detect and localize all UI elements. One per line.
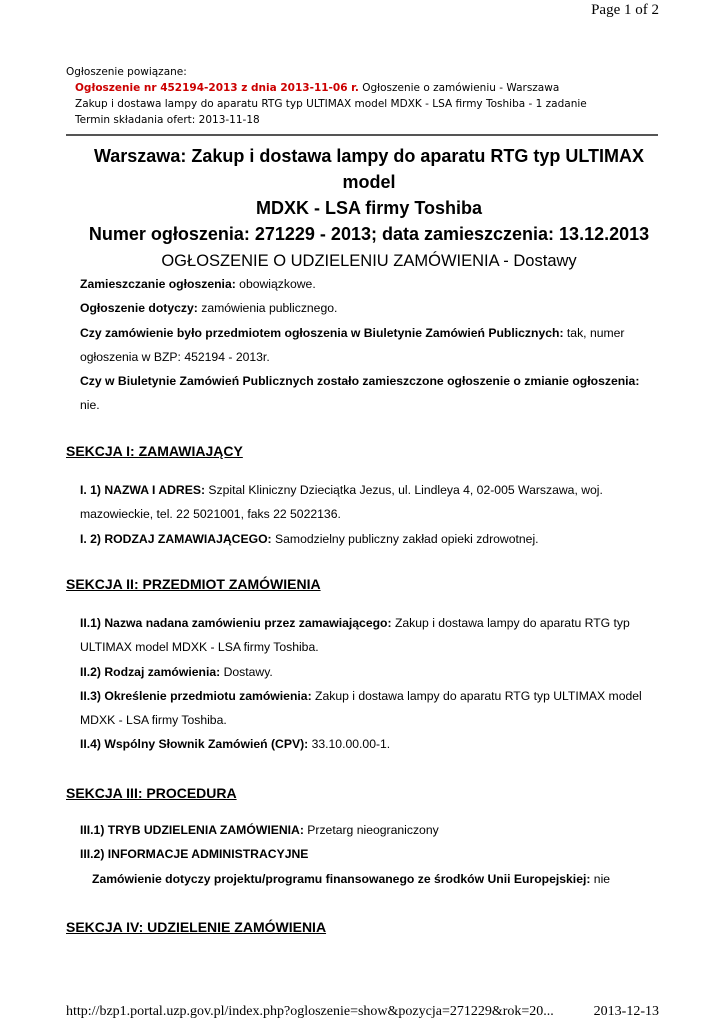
field-value: Szpital Kliniczny Dzieciątka Jezus, ul. Lindleya 4, 02-005 Warszawa, woj. xyxy=(205,483,603,497)
intro-field-3-cont: ogłoszenia w BZP: 452194 - 2013r. xyxy=(80,349,270,364)
horizontal-divider xyxy=(66,134,658,136)
intro-field-3 xyxy=(80,321,660,345)
title-line-2: MDXK - LSA firmy Toshiba xyxy=(255,198,482,218)
intro-field-4 xyxy=(80,369,660,393)
s2-field-3 xyxy=(80,684,660,708)
field-label: Czy w Biuletynie Zamówień Publicznych zostało zamieszczone ogłoszenie o zmianie ogłoszenia: xyxy=(80,374,640,389)
field-value: Dostawy. xyxy=(220,664,273,679)
s1-field-1 xyxy=(80,478,660,502)
s3-field-3 xyxy=(80,867,660,891)
field-value: Zakup i dostawa lampy do aparatu RTG typ ULTIMAX model xyxy=(311,688,642,703)
s2-field-4 xyxy=(80,732,660,756)
section-3-heading: SEKCJA III: PROCEDURA xyxy=(66,785,237,801)
s2-field-1-cont: ULTIMAX model MDXK - LSA firmy Toshiba. xyxy=(80,640,319,655)
related-heading: Ogłoszenie powiązane: xyxy=(66,66,187,78)
intro-field-1 xyxy=(80,272,660,296)
field-label: II.2) Rodzaj zamówienia: xyxy=(80,664,221,679)
notice-title xyxy=(66,143,672,274)
section-3-fields xyxy=(80,818,660,891)
related-link-suffix: Ogłoszenie o zamówieniu - Warszawa xyxy=(358,82,560,94)
field-value: 33.10.00.00-1. xyxy=(308,737,391,752)
s2-field-3-cont: MDXK - LSA firmy Toshiba. xyxy=(80,713,227,728)
s2-field-2 xyxy=(80,660,660,684)
s3-field-2 xyxy=(80,842,660,866)
field-label: Czy zamówienie było przedmiotem ogłoszenia w Biuletynie Zamówień Publicznych: xyxy=(80,325,564,340)
related-line-3: Termin składania ofert: 2013-11-18 xyxy=(75,114,260,126)
field-value: Samodzielny publiczny zakład opieki zdrowotnej. xyxy=(271,531,539,546)
related-notice xyxy=(66,64,660,128)
field-value: Zakup i dostawa lampy do aparatu RTG typ xyxy=(391,616,630,630)
field-value: Przetarg nieograniczony xyxy=(303,823,439,837)
s3-field-1 xyxy=(80,818,660,842)
field-label: I. 1) NAZWA I ADRES: xyxy=(80,483,206,497)
field-label: III.1) TRYB UDZIELENIA ZAMÓWIENIA: xyxy=(80,823,304,837)
field-value: obowiązkowe. xyxy=(235,277,316,291)
title-notice-type: OGŁOSZENIE O UDZIELENIU ZAMÓWIENIA - Dostawy xyxy=(161,252,577,270)
section-4-heading: SEKCJA IV: UDZIELENIE ZAMÓWIENIA xyxy=(66,919,327,935)
s2-field-1 xyxy=(80,611,660,635)
footer-url: http://bzp1.portal.uzp.gov.pl/index.php?ogloszenie=show&pozycja=271229&rok=20... xyxy=(66,1004,554,1019)
page-number: Page 1 of 2 xyxy=(591,2,659,18)
related-line-1 xyxy=(66,80,660,96)
field-label: II.4) Wspólny Słownik Zamówień (CPV): xyxy=(80,737,309,752)
field-value: tak, numer xyxy=(563,325,625,340)
footer-date: 2013-12-13 xyxy=(593,1004,659,1019)
field-label: Ogłoszenie dotyczy: xyxy=(80,301,198,316)
s1-field-2 xyxy=(80,527,660,551)
section-1-heading: SEKCJA I: ZAMAWIAJĄCY xyxy=(66,443,243,459)
field-label: III.2) INFORMACJE ADMINISTRACYJNE xyxy=(80,847,309,862)
related-line-2: Zakup i dostawa lampy do aparatu RTG typ ULTIMAX model MDXK - LSA firmy Toshiba - 1 zadanie xyxy=(75,98,587,110)
title-line-1: Warszawa: Zakup i dostawa lampy do aparatu RTG typ ULTIMAX model xyxy=(93,146,645,192)
section-2-fields xyxy=(80,611,660,757)
intro-field-4-value: nie. xyxy=(80,398,100,413)
field-label: I. 2) RODZAJ ZAMAWIAJĄCEGO: xyxy=(80,531,272,546)
field-label: Zamieszczanie ogłoszenia: xyxy=(80,277,236,291)
intro-field-2 xyxy=(80,296,660,320)
related-notice-link[interactable]: Ogłoszenie nr 452194-2013 z dnia 2013-11-06 r. xyxy=(75,82,359,94)
field-label: II.3) Określenie przedmiotu zamówienia: xyxy=(80,688,312,703)
intro-fields xyxy=(80,272,660,418)
section-1-fields xyxy=(80,478,660,551)
field-label: II.1) Nazwa nadana zamówieniu przez zamawiającego: xyxy=(80,616,392,630)
field-value: zamówienia publicznego. xyxy=(197,301,338,316)
field-label: Zamówienie dotyczy projektu/programu finansowanego ze środków Unii Europejskiej: xyxy=(92,871,591,886)
field-value: nie xyxy=(590,871,611,886)
section-2-heading: SEKCJA II: PRZEDMIOT ZAMÓWIENIA xyxy=(66,576,321,592)
title-number-date: Numer ogłoszenia: 271229 - 2013; data zamieszczenia: 13.12.2013 xyxy=(88,224,650,244)
s1-field-1-cont: mazowieckie, tel. 22 5021001, faks 22 5022136. xyxy=(80,507,341,522)
